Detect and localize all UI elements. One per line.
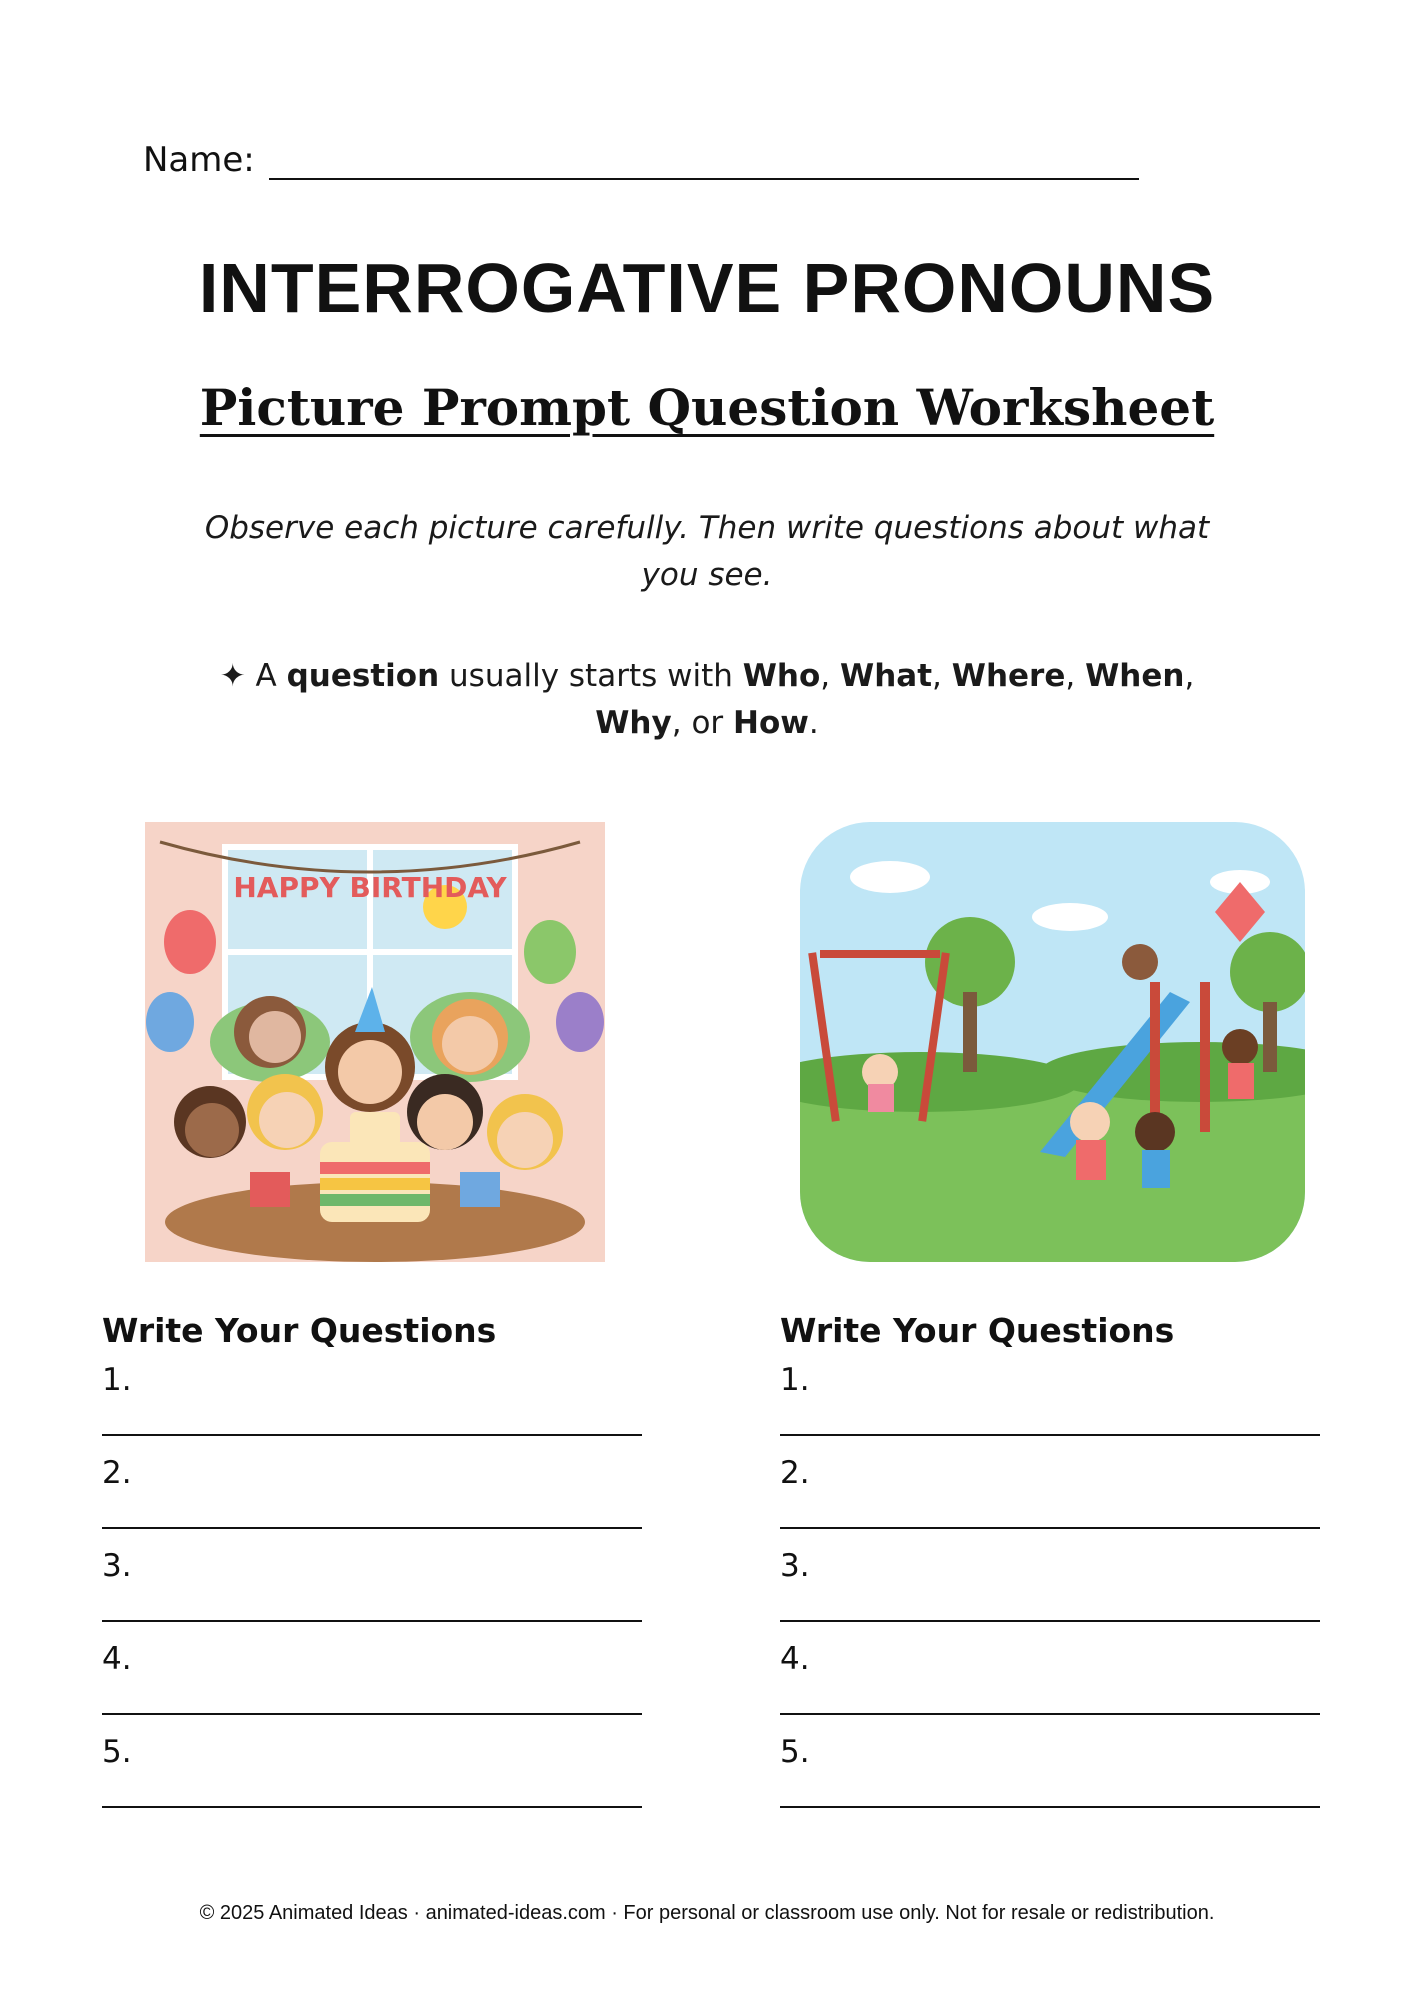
question-item: 1. <box>102 1360 647 1453</box>
question-item: 2. <box>102 1453 647 1546</box>
happy-birthday-banner <box>233 871 507 904</box>
answer-line[interactable] <box>780 1527 1320 1529</box>
answer-line[interactable] <box>102 1434 642 1436</box>
tip-text: ✦ A question usually starts with Who, What, Where, When, Why, or How. <box>219 658 1195 741</box>
worksheet-title: INTERROGATIVE PRONOUNS <box>198 249 1216 327</box>
answer-line[interactable] <box>780 1620 1320 1622</box>
questions-heading: Write Your Questions <box>780 1311 1175 1350</box>
svg-text:HAPPY BIRTHDAY: HAPPY BIRTHDAY <box>233 871 507 904</box>
question-item: 3. <box>780 1546 1325 1639</box>
playground-illustration <box>800 822 1305 1262</box>
star-icon: ✦ <box>219 658 246 694</box>
worksheet-subtitle <box>0 378 1414 437</box>
question-item: 2. <box>780 1453 1325 1546</box>
questions-heading: Write Your Questions <box>102 1311 497 1350</box>
answer-line[interactable] <box>780 1806 1320 1808</box>
question-item: 1. <box>780 1360 1325 1453</box>
name-blank-line[interactable] <box>269 142 1139 180</box>
question-item: 3. <box>102 1546 647 1639</box>
footer-copyright: © 2025 Animated Ideas · animated-ideas.com · For personal or classroom use only. Not for resale or redistribution. <box>199 1902 1215 1924</box>
answer-line[interactable] <box>780 1434 1320 1436</box>
answer-line[interactable] <box>102 1620 642 1622</box>
question-item: 5. <box>102 1732 647 1825</box>
instructions: Observe each picture carefully. Then write questions about what you see. <box>204 510 1210 593</box>
questions-column-left <box>102 1310 647 1825</box>
answer-line[interactable] <box>102 1806 642 1808</box>
answer-line[interactable] <box>102 1527 642 1529</box>
question-item: 4. <box>102 1639 647 1732</box>
name-field[interactable] <box>143 140 1139 180</box>
tip-keyword: question <box>286 658 440 694</box>
answer-line[interactable] <box>780 1713 1320 1715</box>
question-item: 4. <box>780 1639 1325 1732</box>
name-label: Name: <box>143 140 255 180</box>
answer-line[interactable] <box>102 1713 642 1715</box>
birthday-party-illustration <box>140 812 610 1267</box>
subtitle-text: Picture Prompt Question Worksheet <box>199 378 1215 437</box>
questions-column-right <box>780 1310 1325 1825</box>
question-item: 5. <box>780 1732 1325 1825</box>
